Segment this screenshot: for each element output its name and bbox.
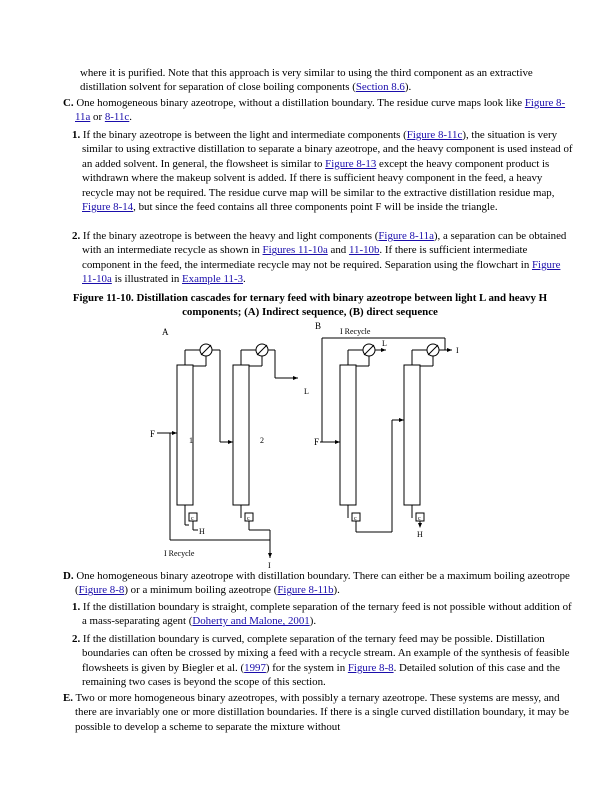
link-figure-11-10a[interactable]: Figure 11-10a (82, 258, 561, 286)
label-recycle-b: I Recycle (340, 327, 371, 336)
section-c2-paragraph: 2. If the binary azeotrope is between the heavy and light components (Figure 8-11a), a separation can be obtained with an intermediate recycle as shown in Figures 11-10a and 11-10b. If there is sufficient intermediate component in the feed, the intermediate recycle may not be required. Separation using the flowchart in Figure 11-10a is illustrated in Example 11-3. (72, 230, 567, 286)
section-e-paragraph: E. Two or more homogeneous binary azeotropes, with possibly a ternary azeotrope. These systems are messy, and there are invariably one or more distillation boundaries. If there is a single curved distillation boundary, it may be possible to develop a scheme to separate the mixture without (63, 692, 570, 733)
label-l-b: L (382, 339, 387, 348)
svg-text:c: c (354, 516, 357, 522)
label-i-b: I (456, 346, 459, 355)
label-h-a: H (199, 527, 205, 536)
label-recycle-a: I Recycle (164, 549, 195, 558)
svg-text:c: c (247, 516, 250, 522)
link-doherty-malone-2001[interactable]: Doherty and Malone, 2001 (192, 615, 310, 628)
distillation-diagram (140, 320, 480, 570)
section-d-paragraph: D. One homogeneous binary azeotrope with distillation boundary. There can either be a maximum boiling azeotrope (Figure 8-8) or a minimum boiling azeotrope (Figure 8-11b). (63, 570, 570, 597)
column-4 (404, 365, 420, 505)
label-column-2: 2 (260, 436, 264, 445)
label-part-b: B (315, 321, 322, 331)
intro-paragraph: where it is purified. Note that this approach is very similar to using the third component as an extractive distillation solvent for separation of close boiling components (Section 8.6). (80, 67, 533, 94)
link-example-11-3[interactable]: Example 11-3 (182, 273, 244, 286)
link-figure-8-8[interactable]: Figure 8-8 (78, 584, 125, 597)
svg-text:c: c (418, 516, 421, 522)
label-l-a: L (304, 387, 309, 396)
link-figures-11-10a[interactable]: Figures 11-10a (262, 244, 328, 257)
label-feed-b: F (314, 437, 320, 447)
link-1997[interactable]: 1997 (244, 661, 266, 674)
link-section-8-6[interactable]: Section 8.6 (355, 81, 405, 94)
section-d2-label: 2. (72, 633, 81, 645)
svg-text:c: c (191, 516, 194, 522)
section-d1-label: 1. (72, 601, 81, 613)
section-d2-paragraph: 2. If the distillation boundary is curved, complete separation of the ternary feed may be possible. Distillation boundaries can often be crossed by mixing a feed with a recycle stream. An example of the synthesis of feasible flowsheets is given by Biegler et al. (1997) for the system in Figure 8-8. Detailed solution of this case and the remaining two cases is beyond the scope of this section. (72, 633, 570, 689)
label-column-1: 1 (189, 436, 193, 445)
section-c1-paragraph: 1. If the binary azeotrope is between the light and intermediate components (Figure 8-11c), the situation is very similar to using extractive distillation to separate a binary azeotrope, and the heavy component is used instead of an added solvent. In general, the flowsheet is similar to Figure 8-13 except the heavy component product is withdrawn where the makeup solvent is added. If there is sufficient heavy component in the feed, a heavy recycle may not be required. The residue curve map will be similar to the extractive distillation residue map, Figure 8-14, but since the feed contains all three components point F will be inside the triangle. (72, 129, 573, 214)
figure-caption: Figure 11-10. Distillation cascades for ternary feed with binary azeotrope between light L and heavy H components; (A) Indirect sequence, (B) direct sequence (72, 292, 548, 319)
label-part-a: A (162, 327, 169, 337)
link-figure-8-11c[interactable]: 8-11c (104, 111, 130, 124)
link-figure-8-13[interactable]: Figure 8-13 (325, 157, 377, 170)
section-d-label: D. (63, 570, 74, 582)
column-2 (233, 365, 249, 505)
column-3 (340, 365, 356, 505)
link-figure-8-14[interactable]: Figure 8-14 (82, 201, 134, 214)
label-h-b: H (417, 530, 423, 539)
section-c-paragraph: C. One homogeneous binary azeotrope, without a distillation boundary. The residue curve maps look like Figure 8-11a or 8-11c. (63, 97, 566, 124)
label-i-a: I (268, 561, 271, 570)
section-c-label: C. (63, 97, 74, 109)
link-figure-8-11a[interactable]: Figure 8-11a (75, 97, 566, 124)
link-figure-8-11a-2[interactable]: Figure 8-11a (378, 230, 434, 242)
section-c2-label: 2. (72, 230, 81, 242)
link-figure-8-8-2[interactable]: Figure 8-8 (347, 661, 394, 674)
label-feed-a: F (150, 429, 156, 439)
column-1 (177, 365, 193, 505)
link-11-10b[interactable]: 11-10b (348, 244, 380, 257)
link-figure-8-11b[interactable]: Figure 8-11b (277, 584, 334, 597)
link-figure-8-11c-2[interactable]: Figure 8-11c (406, 129, 463, 141)
section-e-label: E. (63, 692, 73, 704)
section-d1-paragraph: 1. If the distillation boundary is straight, complete separation of the ternary feed is not possible without addition of a mass-separating agent (Doherty and Malone, 2001). (72, 601, 572, 628)
section-c1-label: 1. (72, 129, 81, 141)
